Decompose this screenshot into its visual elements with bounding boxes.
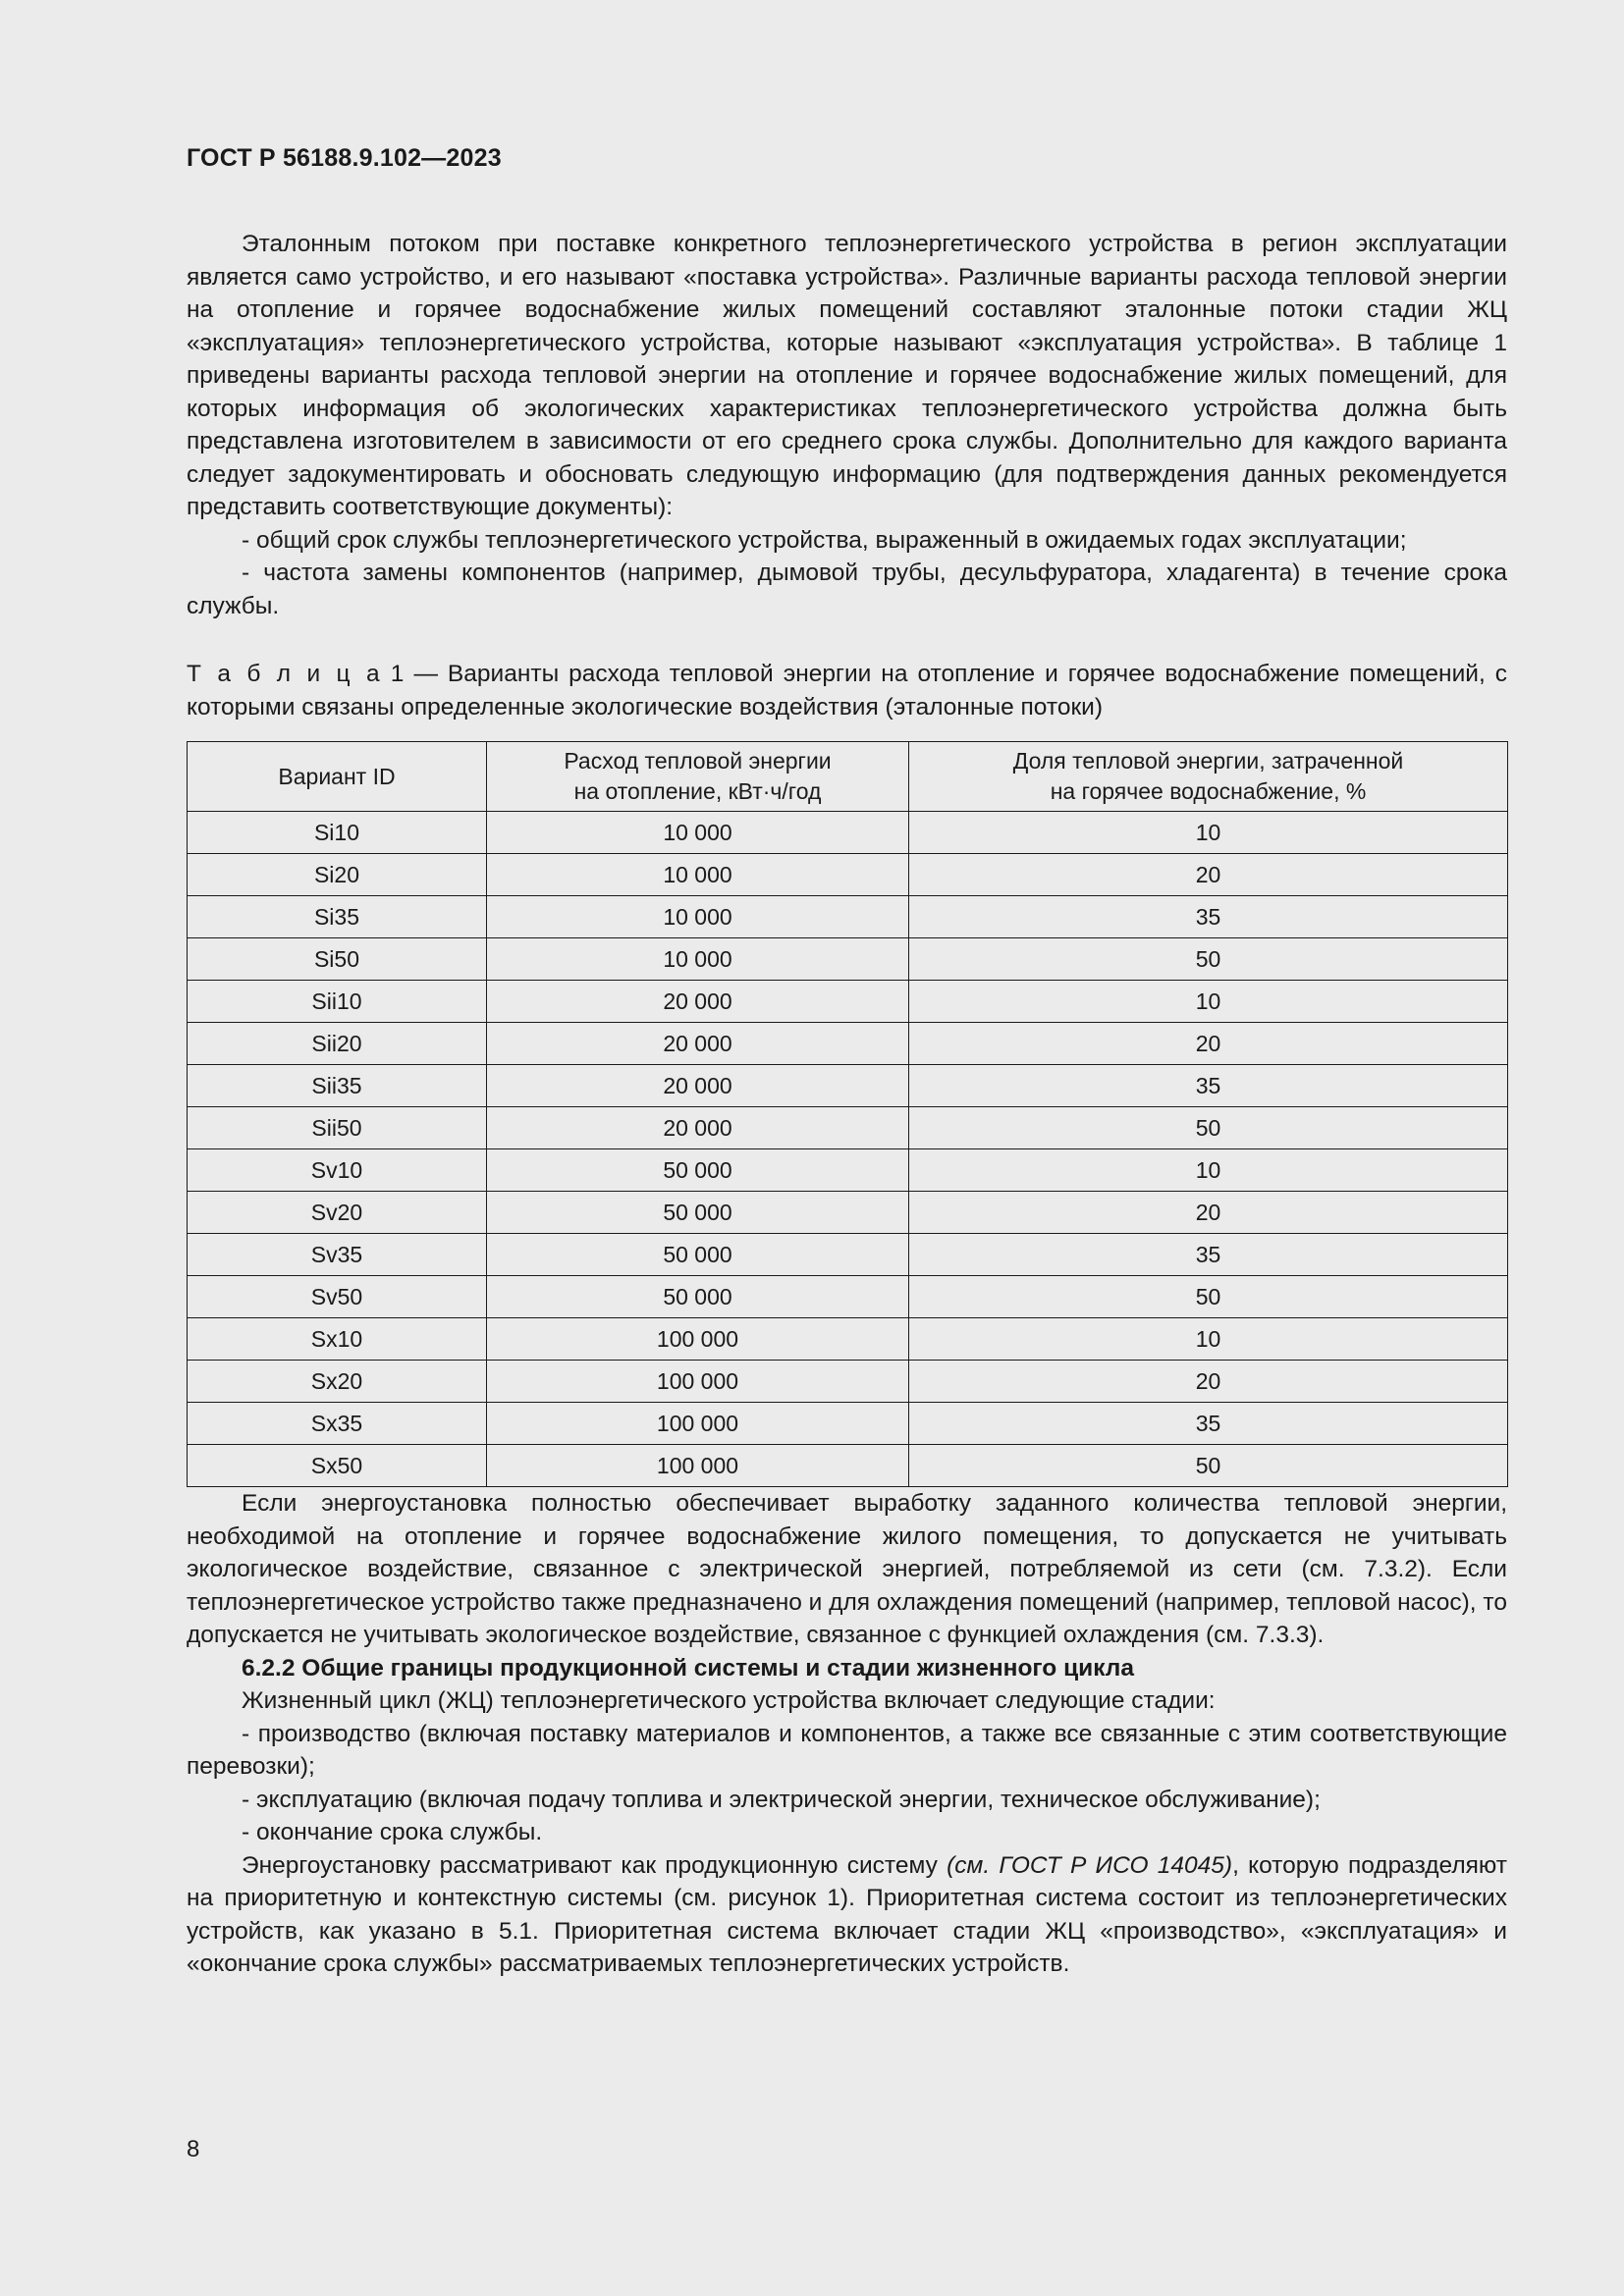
cell-variant-id: Sv10 bbox=[188, 1149, 487, 1192]
cell-hot-water-share: 50 bbox=[909, 1276, 1508, 1318]
lifecycle-item-operation: - эксплуатацию (включая подачу топлива и электрической энергии, техническое обслуживание); bbox=[242, 1786, 1321, 1813]
column-header-heat-consumption-line2: на отопление, кВт·ч/год bbox=[573, 778, 822, 804]
column-header-hot-water-share-line2: на горячее водоснабжение, % bbox=[1050, 778, 1367, 804]
lifecycle-item-end-of-life: - окончание срока службы. bbox=[242, 1819, 543, 1845]
cell-variant-id: Sii20 bbox=[188, 1023, 487, 1065]
table-row bbox=[188, 938, 1508, 981]
bullet-service-life: - общий срок службы теплоэнергетического устройства, выраженный в ожидаемых годах эксплуатации; bbox=[242, 526, 1407, 554]
table-row bbox=[188, 1149, 1508, 1192]
section-heading-6-2-2: 6.2.2 Общие границы продукционной системы и стадии жизненного цикла bbox=[242, 1654, 1134, 1682]
cell-heat-consumption: 50 000 bbox=[487, 1192, 909, 1234]
cell-hot-water-share: 20 bbox=[909, 1361, 1508, 1403]
cell-heat-consumption: 10 000 bbox=[487, 854, 909, 896]
cell-variant-id: Sii10 bbox=[188, 981, 487, 1023]
cell-heat-consumption: 100 000 bbox=[487, 1403, 909, 1445]
paragraph-product-system-reference: (см. ГОСТ Р ИСО 14045) bbox=[947, 1851, 1233, 1879]
table-row bbox=[188, 1107, 1508, 1149]
cell-hot-water-share: 10 bbox=[909, 1318, 1508, 1361]
cell-variant-id: Sii35 bbox=[188, 1065, 487, 1107]
paragraph-product-system-part1: Энергоустановку рассматривают как продукционную систему bbox=[242, 1851, 947, 1879]
table-row bbox=[188, 1192, 1508, 1234]
column-header-hot-water-share bbox=[909, 742, 1508, 812]
table-header-row bbox=[188, 742, 1508, 812]
table-row bbox=[188, 854, 1508, 896]
cell-heat-consumption: 100 000 bbox=[487, 1318, 909, 1361]
cell-heat-consumption: 20 000 bbox=[487, 1065, 909, 1107]
table-caption-label: Т а б л и ц а bbox=[187, 661, 383, 687]
table-row bbox=[188, 1023, 1508, 1065]
cell-heat-consumption: 50 000 bbox=[487, 1149, 909, 1192]
cell-variant-id: Sv35 bbox=[188, 1234, 487, 1276]
cell-variant-id: Sx20 bbox=[188, 1361, 487, 1403]
table-row bbox=[188, 1234, 1508, 1276]
cell-variant-id: Sv50 bbox=[188, 1276, 487, 1318]
paragraph-product-system-part2: , которую подразделяют на приоритетную и контекстную системы (см. рисунок 1). Приоритетная система состоит из теплоэнергетических устройств, как указано в 5.1. Приоритетная система включает стадии ЖЦ «производство», «эксплуатация» и «окончание срока службы» рассматриваемых теплоэнергетических устройств. bbox=[187, 1851, 1507, 1977]
table-row bbox=[188, 1445, 1508, 1487]
cell-variant-id: Sx10 bbox=[188, 1318, 487, 1361]
cell-variant-id: Si10 bbox=[188, 812, 487, 854]
paragraph-lifecycle-intro: Жизненный цикл (ЖЦ) теплоэнергетического устройства включает следующие стадии: bbox=[242, 1687, 1216, 1714]
cell-heat-consumption: 20 000 bbox=[487, 981, 909, 1023]
cell-heat-consumption: 100 000 bbox=[487, 1445, 909, 1487]
cell-hot-water-share: 50 bbox=[909, 938, 1508, 981]
column-header-heat-consumption bbox=[487, 742, 909, 812]
table-row bbox=[188, 896, 1508, 938]
table-caption bbox=[187, 658, 1507, 723]
cell-variant-id: Si50 bbox=[188, 938, 487, 981]
cell-heat-consumption: 20 000 bbox=[487, 1023, 909, 1065]
reference-flows-table bbox=[187, 741, 1508, 1487]
cell-hot-water-share: 50 bbox=[909, 1107, 1508, 1149]
column-header-hot-water-share-line1: Доля тепловой энергии, затраченной bbox=[1012, 748, 1404, 774]
table-row bbox=[188, 981, 1508, 1023]
table-row bbox=[188, 1403, 1508, 1445]
cell-hot-water-share: 50 bbox=[909, 1445, 1508, 1487]
cell-hot-water-share: 35 bbox=[909, 1234, 1508, 1276]
cell-heat-consumption: 10 000 bbox=[487, 938, 909, 981]
table-row bbox=[188, 812, 1508, 854]
cell-hot-water-share: 10 bbox=[909, 1149, 1508, 1192]
cell-variant-id: Sv20 bbox=[188, 1192, 487, 1234]
cell-hot-water-share: 10 bbox=[909, 812, 1508, 854]
document-header-standard-number: ГОСТ Р 56188.9.102—2023 bbox=[187, 144, 502, 172]
cell-hot-water-share: 10 bbox=[909, 981, 1508, 1023]
cell-hot-water-share: 20 bbox=[909, 1023, 1508, 1065]
cell-variant-id: Si20 bbox=[188, 854, 487, 896]
paragraph-intro: Эталонным потоком при поставке конкретного теплоэнергетического устройства в регион эксплуатации является само устройство, и его называют «поставка устройства». Различные варианты расхода тепловой энергии на отопление и горячее водоснабжение жилых помещений составляют эталонные потоки стадии ЖЦ «эксплуатация» теплоэнергетического устройства, которые называют «эксплуатация устройства». В таблице 1 приведены варианты расхода тепловой энергии на отопление и горячее водоснабжение жилых помещений, для которых информация об экологических характеристиках теплоэнергетического устройства должна быть представлена изготовителем в зависимости от его среднего срока службы. Дополнительно для каждого варианта следует задокументировать и обосновать следующую информацию (для подтверждения данных рекомендуется представить соответствующие документы): bbox=[187, 231, 1507, 520]
table-caption-text: — Варианты расхода тепловой энергии на отопление и горячее водоснабжение помещений, с которыми связаны определенные экологические воздействия (эталонные потоки) bbox=[187, 661, 1508, 721]
cell-hot-water-share: 35 bbox=[909, 1403, 1508, 1445]
bullet-component-replacement: - частота замены компонентов (например, дымовой трубы, десульфуратора, хладагента) в течение срока службы. bbox=[187, 560, 1507, 619]
cell-heat-consumption: 10 000 bbox=[487, 896, 909, 938]
page-content bbox=[187, 143, 1507, 1981]
lifecycle-item-production: - производство (включая поставку материалов и компонентов, а также все связанные с этим соответствующие перевозки); bbox=[187, 1720, 1507, 1780]
cell-hot-water-share: 20 bbox=[909, 1192, 1508, 1234]
cell-variant-id: Sx35 bbox=[188, 1403, 487, 1445]
cell-variant-id: Sii50 bbox=[188, 1107, 487, 1149]
cell-heat-consumption: 10 000 bbox=[487, 812, 909, 854]
paragraph-product-system bbox=[187, 1849, 1507, 1981]
paragraph-after-table: Если энергоустановка полностью обеспечивает выработку заданного количества тепловой энергии, необходимой на отопление и горячее водоснабжение жилого помещения, то допускается не учитывать экологическое воздействие, связанное с электрической энергией, потребляемой из сети (см. 7.3.2). Если теплоэнергетическое устройство также предназначено и для охлаждения помещений (например, тепловой насос), то допускается не учитывать экологическое воздействие, связанное с функцией охлаждения (см. 7.3.3). bbox=[187, 1490, 1507, 1648]
column-header-heat-consumption-line1: Расход тепловой энергии bbox=[564, 748, 832, 774]
table-header-row-group bbox=[188, 742, 1508, 812]
cell-heat-consumption: 100 000 bbox=[487, 1361, 909, 1403]
cell-heat-consumption: 50 000 bbox=[487, 1276, 909, 1318]
table-row bbox=[188, 1361, 1508, 1403]
cell-hot-water-share: 20 bbox=[909, 854, 1508, 896]
column-header-variant-id-line1: Вариант ID bbox=[278, 763, 396, 789]
table-row bbox=[188, 1318, 1508, 1361]
page-number: 8 bbox=[187, 2136, 200, 2163]
table-row bbox=[188, 1065, 1508, 1107]
column-header-variant-id bbox=[188, 742, 487, 812]
table-row bbox=[188, 1276, 1508, 1318]
cell-variant-id: Sx50 bbox=[188, 1445, 487, 1487]
table-body bbox=[188, 812, 1508, 1487]
cell-heat-consumption: 20 000 bbox=[487, 1107, 909, 1149]
table-caption-number: 1 bbox=[390, 661, 405, 687]
cell-variant-id: Si35 bbox=[188, 896, 487, 938]
cell-hot-water-share: 35 bbox=[909, 1065, 1508, 1107]
cell-heat-consumption: 50 000 bbox=[487, 1234, 909, 1276]
cell-hot-water-share: 35 bbox=[909, 896, 1508, 938]
